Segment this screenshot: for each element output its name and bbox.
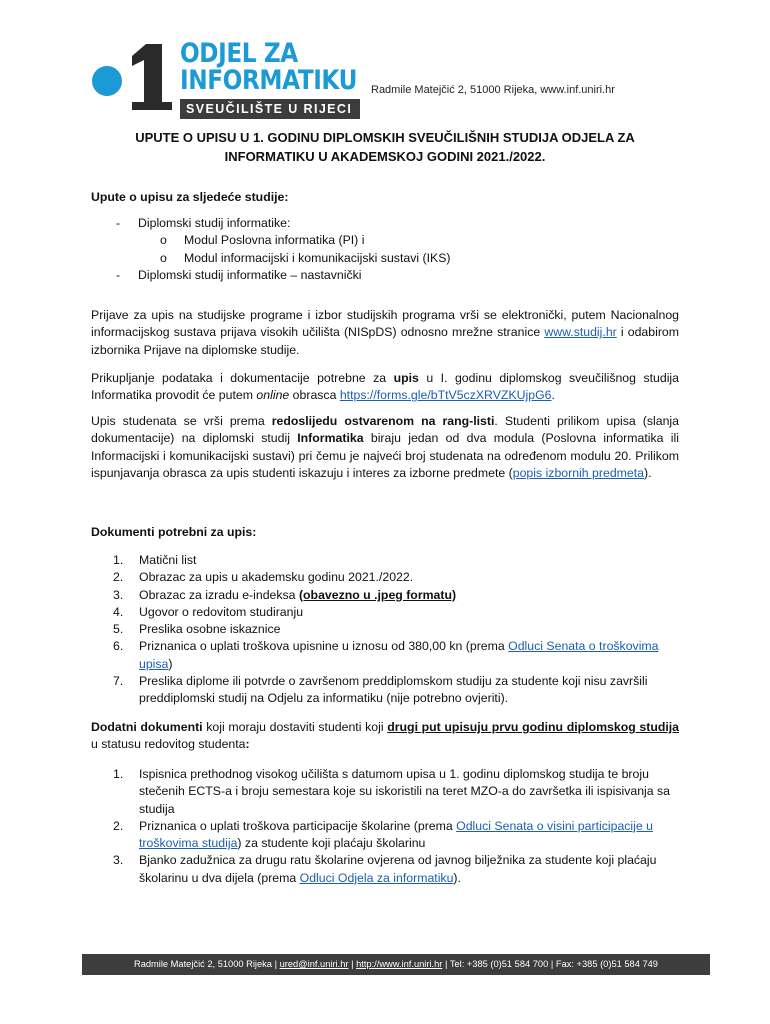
studies-list bbox=[116, 215, 451, 284]
paragraph-data-collection bbox=[91, 370, 679, 405]
additional-item-tail: ). bbox=[453, 870, 461, 885]
para1-text: Prijave za upis na studijske programe i izbor studijskih programa vrši se elektronički, putem Nacionalnog informacijskog sustava prijava visokih učilišta (NISpDS) odnosno mrežne stranice bbox=[91, 308, 679, 340]
department-decision-link[interactable]: Odluci Odjela za informatiku bbox=[299, 870, 454, 885]
additional-bold-underline: drugi put upisuju prvu godinu diplomskog studija bbox=[387, 720, 680, 734]
forms-link[interactable]: https://forms.gle/bTtV5czXRVZKUjpG6 bbox=[339, 388, 552, 403]
list-item bbox=[113, 852, 679, 887]
para3-text-3: biraju jedan od dva modula (Poslovna informatika ili Informacijski i komunikacijski sustavi) pri čemu je najveći broj studenata na određenom modulu 20. Prilikom ispunjavanja obrasca za upis studenti iskazuju i interes za izborne predmete ( bbox=[91, 431, 679, 480]
list-item bbox=[113, 621, 679, 638]
paragraph-enrollment bbox=[91, 413, 679, 482]
document-item-text: Obrazac za upis u akademsku godinu 2021./2022. bbox=[139, 570, 414, 585]
logo-dot-icon bbox=[92, 66, 122, 96]
footer-separator: | bbox=[444, 959, 448, 969]
module-iks: Modul informacijski i komunikacijski sustavi (IKS) bbox=[184, 250, 451, 265]
list-item bbox=[116, 267, 451, 284]
footer-band bbox=[82, 954, 710, 975]
logo-text bbox=[180, 40, 386, 119]
logo-line-1: ODJEL ZA bbox=[180, 38, 298, 69]
list-item bbox=[113, 766, 679, 818]
item-number: 2. bbox=[113, 570, 124, 585]
para3-bold-2: Informatika bbox=[297, 431, 364, 446]
list-item bbox=[116, 232, 451, 249]
item-number: 5. bbox=[113, 622, 124, 637]
item-number: 7. bbox=[113, 674, 124, 689]
additional-text-2: u statusu redovitog studenta bbox=[91, 737, 246, 752]
study-teacher: Diplomski studij informatike – nastavnički bbox=[138, 267, 362, 282]
department-logo bbox=[92, 38, 362, 116]
dash-marker: - bbox=[116, 216, 121, 230]
footer-email-link[interactable]: ured@inf.uniri.hr bbox=[279, 959, 349, 969]
item-number: 1. bbox=[113, 767, 124, 781]
para3-text-4: ). bbox=[644, 465, 652, 480]
footer-fax: Fax: +385 (0)51 584 749 bbox=[555, 959, 658, 969]
additional-item-text: Ispisnica prethodnog visokog učilišta s datumom upisa u 1. godinu diplomskog studija te broju stečenih ECTS-a i broju semestara koje su iskoristili na teret MZO-a do završetka ili ispisivanja sa studija bbox=[139, 767, 671, 816]
para3-bold-1: redoslijedu ostvarenom na rang-listi bbox=[271, 414, 495, 428]
item-number: 4. bbox=[113, 604, 124, 619]
logo-university: SVEUČILIŠTE U RIJECI bbox=[180, 99, 360, 119]
list-item bbox=[113, 673, 679, 708]
additional-documents-list bbox=[113, 766, 679, 887]
studies-heading: Upute o upisu za sljedeće studije: bbox=[91, 190, 289, 204]
item-number: 3. bbox=[113, 853, 124, 868]
document-title: UPUTE O UPISU U 1. GODINU DIPLOMSKIH SVEUČILIŠNIH STUDIJA ODJELA ZA INFORMATIKU U AKADEMSKOJ GODINI 2021./2022. bbox=[135, 130, 635, 164]
para2-italic: online bbox=[256, 388, 290, 403]
list-item bbox=[113, 569, 679, 586]
senate-participation-link[interactable]: Odluci Senata o visini participacije u troškovima studija bbox=[139, 818, 653, 851]
footer-address: Radmile Matejčić 2, 51000 Rijeka bbox=[134, 959, 272, 969]
footer-web-link[interactable]: http://www.inf.uniri.hr bbox=[356, 959, 443, 969]
item-number: 1. bbox=[113, 553, 124, 567]
document-item-text: Preslika diplome ili potvrde o završenom preddiplomskom studiju za studente koji nisu završili preddiplomski studij na Odjelu za informatiku (nije potrebno ovjeriti). bbox=[139, 674, 648, 706]
document-item-text: Ugovor o redovitom studiranju bbox=[139, 604, 304, 619]
logo-line-2: INFORMATIKU bbox=[180, 65, 358, 96]
list-item bbox=[116, 250, 451, 267]
additional-bold: Dodatni dokumenti bbox=[91, 720, 203, 734]
item-number: 3. bbox=[113, 587, 124, 602]
additional-colon: : bbox=[245, 737, 250, 752]
document-item-tail: ) bbox=[168, 656, 173, 671]
footer-separator: | bbox=[351, 959, 354, 969]
logo-one-icon bbox=[128, 44, 172, 110]
document-item-text: Matični list bbox=[139, 553, 197, 567]
jpeg-format-note: (obavezno u .jpeg formatu) bbox=[298, 587, 457, 602]
item-number: 6. bbox=[113, 639, 124, 654]
study-informatics: Diplomski studij informatike: bbox=[138, 216, 291, 230]
list-item bbox=[113, 587, 679, 604]
additional-item-text: Priznanica o uplati troškova participacije školarine (prema bbox=[139, 818, 453, 833]
additional-item-text: Bjanko zadužnica za drugu ratu školarine ovjerena od javnog bilježnika za studente koji plaćaju školarinu u dva dijela (prema bbox=[139, 853, 657, 885]
module-pi: Modul Poslovna informatika (PI) i bbox=[184, 233, 365, 248]
para2-text-1: Prikupljanje podataka i dokumentacije potrebne za bbox=[91, 371, 387, 385]
footer-separator: | bbox=[550, 959, 554, 969]
footer-phone: Tel: +385 (0)51 584 700 bbox=[449, 959, 549, 969]
list-item bbox=[113, 604, 679, 621]
bullet-marker: o bbox=[160, 233, 167, 248]
bullet-marker: o bbox=[160, 250, 167, 265]
documents-list bbox=[113, 552, 679, 708]
para3-text-2: . Studenti prilikom upisa (slanja dokumentacije) na diplomski studij bbox=[91, 414, 679, 446]
additional-text-1: koji moraju dostaviti studenti koji bbox=[206, 720, 384, 734]
paragraph-additional bbox=[91, 719, 679, 754]
para2-text-3: obrasca bbox=[292, 388, 337, 403]
footer-separator: | bbox=[274, 959, 277, 969]
senate-fees-link[interactable]: Odluci Senata o troškovima upisa bbox=[139, 639, 659, 671]
header-address: Radmile Matejčić 2, 51000 Rijeka, www.inf.uniri.hr bbox=[371, 84, 615, 96]
additional-item-tail: ) za studente koji plaćaju školarinu bbox=[237, 836, 426, 851]
studij-link[interactable]: www.studij.hr bbox=[544, 325, 617, 340]
document-item-text: Priznanica o uplati troškova upisnine u iznosu od 380,00 kn (prema bbox=[139, 639, 505, 654]
para3-text-1: Upis studenata se vrši prema bbox=[91, 414, 265, 428]
list-item bbox=[113, 552, 679, 569]
list-item bbox=[113, 638, 679, 673]
documents-heading: Dokumenti potrebni za upis: bbox=[91, 525, 257, 539]
list-item bbox=[116, 215, 451, 232]
para1-tail: i odabirom izbornika Prijave na diplomske studije. bbox=[91, 325, 679, 357]
document-item-text: Obrazac za izradu e-indeksa bbox=[139, 587, 296, 602]
list-item bbox=[113, 818, 679, 853]
para2-bold: upis bbox=[393, 371, 419, 385]
document-item-text: Preslika osobne iskaznice bbox=[139, 622, 281, 637]
paragraph-applications bbox=[91, 307, 679, 359]
electives-link[interactable]: popis izbornih predmeta bbox=[512, 465, 644, 480]
para2-text-2: u I. godinu diplomskog sveučilišnog studija Informatika provodit će putem bbox=[91, 371, 680, 403]
item-number: 2. bbox=[113, 818, 124, 833]
para2-text-4: . bbox=[551, 388, 555, 403]
dash-marker: - bbox=[116, 267, 121, 282]
